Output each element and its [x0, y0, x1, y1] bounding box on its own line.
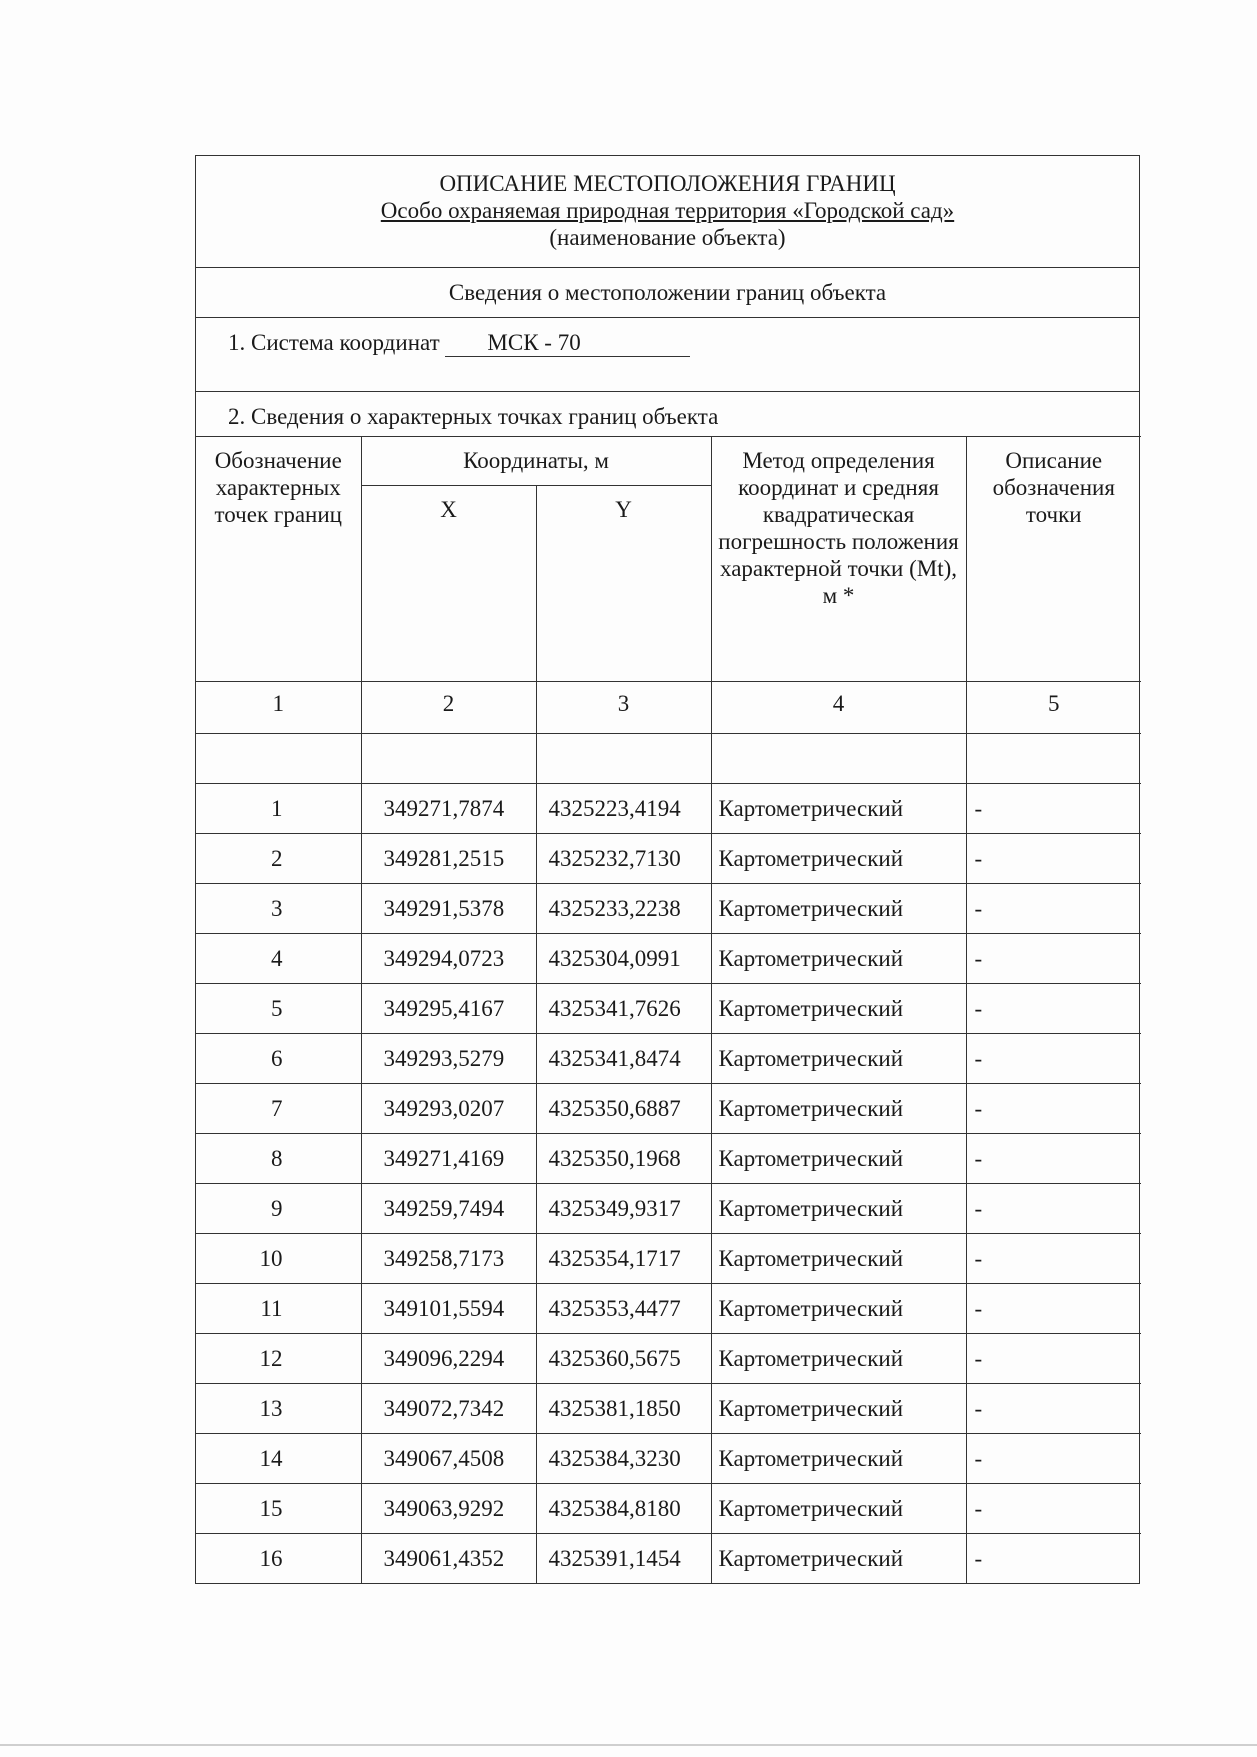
method-cell: Картометрический: [711, 1384, 966, 1434]
column-number: 1: [196, 682, 361, 734]
method-cell: Картометрический: [711, 1534, 966, 1584]
description-cell: -: [966, 1334, 1141, 1384]
point-id-cell: 1: [196, 784, 361, 834]
y-coordinate-cell: 4325304,0991: [536, 934, 711, 984]
x-coordinate-cell: 349259,7494: [361, 1184, 536, 1234]
column-number: 5: [966, 682, 1141, 734]
point-id-cell: 5: [196, 984, 361, 1034]
boundary-points-table: [196, 436, 1141, 1583]
table-row: [196, 1284, 1141, 1334]
point-id-cell: 2: [196, 834, 361, 884]
x-coordinate-cell: 349293,5279: [361, 1034, 536, 1084]
table-row: [196, 1384, 1141, 1434]
y-coordinate-cell: 4325350,1968: [536, 1134, 711, 1184]
x-coordinate-cell: 349291,5378: [361, 884, 536, 934]
y-coordinate-cell: 4325354,1717: [536, 1234, 711, 1284]
empty-cell: [361, 734, 536, 784]
method-cell: Картометрический: [711, 1184, 966, 1234]
coordinate-system-value: МСК - 70: [445, 330, 690, 357]
point-id-cell: 4: [196, 934, 361, 984]
empty-cell: [536, 734, 711, 784]
table-row: [196, 984, 1141, 1034]
x-coordinate-cell: 349061,4352: [361, 1534, 536, 1584]
col-y-header: Y: [536, 486, 711, 682]
point-id-cell: 15: [196, 1484, 361, 1534]
scan-edge-line: [0, 1744, 1257, 1746]
x-coordinate-cell: 349072,7342: [361, 1384, 536, 1434]
y-coordinate-cell: 4325341,7626: [536, 984, 711, 1034]
table-row: [196, 1084, 1141, 1134]
y-coordinate-cell: 4325384,8180: [536, 1484, 711, 1534]
object-name: Особо охраняемая природная территория «Городской сад»: [380, 198, 955, 223]
empty-cell: [966, 734, 1141, 784]
description-cell: -: [966, 1134, 1141, 1184]
point-id-cell: 12: [196, 1334, 361, 1384]
point-id-cell: 16: [196, 1534, 361, 1584]
method-cell: Картометрический: [711, 1234, 966, 1284]
method-cell: Картометрический: [711, 1284, 966, 1334]
point-id-cell: 8: [196, 1134, 361, 1184]
description-cell: -: [966, 1434, 1141, 1484]
description-cell: -: [966, 834, 1141, 884]
x-coordinate-cell: 349258,7173: [361, 1234, 536, 1284]
points-section-title: 2. Сведения о характерных точках границ объекта: [228, 404, 719, 429]
column-numbers-row: [196, 682, 1141, 734]
method-cell: Картометрический: [711, 1434, 966, 1484]
x-coordinate-cell: 349063,9292: [361, 1484, 536, 1534]
table-row: [196, 1234, 1141, 1284]
description-cell: -: [966, 1234, 1141, 1284]
description-cell: -: [966, 1034, 1141, 1084]
description-cell: -: [966, 1384, 1141, 1434]
table-row: [196, 884, 1141, 934]
table-row: [196, 1484, 1141, 1534]
table-row: [196, 1184, 1141, 1234]
x-coordinate-cell: 349096,2294: [361, 1334, 536, 1384]
column-number: 2: [361, 682, 536, 734]
y-coordinate-cell: 4325350,6887: [536, 1084, 711, 1134]
y-coordinate-cell: 4325341,8474: [536, 1034, 711, 1084]
table-row: [196, 784, 1141, 834]
col-point-designation-header: Обозначение характерных точек границ: [196, 437, 361, 682]
table-row: [196, 834, 1141, 884]
table-row: [196, 934, 1141, 984]
description-cell: -: [966, 1084, 1141, 1134]
document-title: ОПИСАНИЕ МЕСТОПОЛОЖЕНИЯ ГРАНИЦ: [439, 171, 896, 196]
point-id-cell: 10: [196, 1234, 361, 1284]
y-coordinate-cell: 4325381,1850: [536, 1384, 711, 1434]
table-row: [196, 1434, 1141, 1484]
y-coordinate-cell: 4325223,4194: [536, 784, 711, 834]
point-id-cell: 9: [196, 1184, 361, 1234]
table-header-row: [196, 437, 1141, 486]
table-row: [196, 1034, 1141, 1084]
method-cell: Картометрический: [711, 1084, 966, 1134]
x-coordinate-cell: 349101,5594: [361, 1284, 536, 1334]
empty-row: [196, 734, 1141, 784]
col-method-header: Метод определения координат и средняя квадратическая погрешность положения характерной точки (Mt), м *: [711, 437, 966, 682]
method-cell: Картометрический: [711, 834, 966, 884]
x-coordinate-cell: 349271,7874: [361, 784, 536, 834]
y-coordinate-cell: 4325353,4477: [536, 1284, 711, 1334]
x-coordinate-cell: 349271,4169: [361, 1134, 536, 1184]
description-cell: -: [966, 1484, 1141, 1534]
method-cell: Картометрический: [711, 1334, 966, 1384]
description-cell: -: [966, 884, 1141, 934]
col-x-header: X: [361, 486, 536, 682]
method-cell: Картометрический: [711, 1034, 966, 1084]
point-id-cell: 14: [196, 1434, 361, 1484]
description-cell: -: [966, 934, 1141, 984]
method-cell: Картометрический: [711, 984, 966, 1034]
x-coordinate-cell: 349295,4167: [361, 984, 536, 1034]
y-coordinate-cell: 4325384,3230: [536, 1434, 711, 1484]
empty-cell: [711, 734, 966, 784]
description-cell: -: [966, 1284, 1141, 1334]
y-coordinate-cell: 4325360,5675: [536, 1334, 711, 1384]
x-coordinate-cell: 349067,4508: [361, 1434, 536, 1484]
y-coordinate-cell: 4325391,1454: [536, 1534, 711, 1584]
coordinate-system-row: [196, 318, 1139, 392]
point-id-cell: 3: [196, 884, 361, 934]
description-cell: -: [966, 784, 1141, 834]
section-title: Сведения о местоположении границ объекта: [196, 268, 1139, 318]
table-row: [196, 1134, 1141, 1184]
boundary-description-sheet: [195, 155, 1140, 1584]
table-row: [196, 1334, 1141, 1384]
coordinate-system-label: 1. Система координат: [228, 330, 440, 355]
x-coordinate-cell: 349293,0207: [361, 1084, 536, 1134]
point-id-cell: 13: [196, 1384, 361, 1434]
description-cell: -: [966, 1184, 1141, 1234]
y-coordinate-cell: 4325233,2238: [536, 884, 711, 934]
method-cell: Картометрический: [711, 1134, 966, 1184]
description-cell: -: [966, 1534, 1141, 1584]
col-description-header: Описание обозначения точки: [966, 437, 1141, 682]
table-row: [196, 1534, 1141, 1584]
point-id-cell: 7: [196, 1084, 361, 1134]
col-coordinates-header: Координаты, м: [361, 437, 711, 486]
column-number: 4: [711, 682, 966, 734]
method-cell: Картометрический: [711, 884, 966, 934]
y-coordinate-cell: 4325232,7130: [536, 834, 711, 884]
y-coordinate-cell: 4325349,9317: [536, 1184, 711, 1234]
object-name-caption: (наименование объекта): [549, 225, 786, 250]
method-cell: Картометрический: [711, 784, 966, 834]
method-cell: Картометрический: [711, 1484, 966, 1534]
empty-cell: [196, 734, 361, 784]
method-cell: Картометрический: [711, 934, 966, 984]
point-id-cell: 11: [196, 1284, 361, 1334]
document-header: [196, 156, 1139, 268]
column-number: 3: [536, 682, 711, 734]
description-cell: -: [966, 984, 1141, 1034]
x-coordinate-cell: 349294,0723: [361, 934, 536, 984]
point-id-cell: 6: [196, 1034, 361, 1084]
x-coordinate-cell: 349281,2515: [361, 834, 536, 884]
